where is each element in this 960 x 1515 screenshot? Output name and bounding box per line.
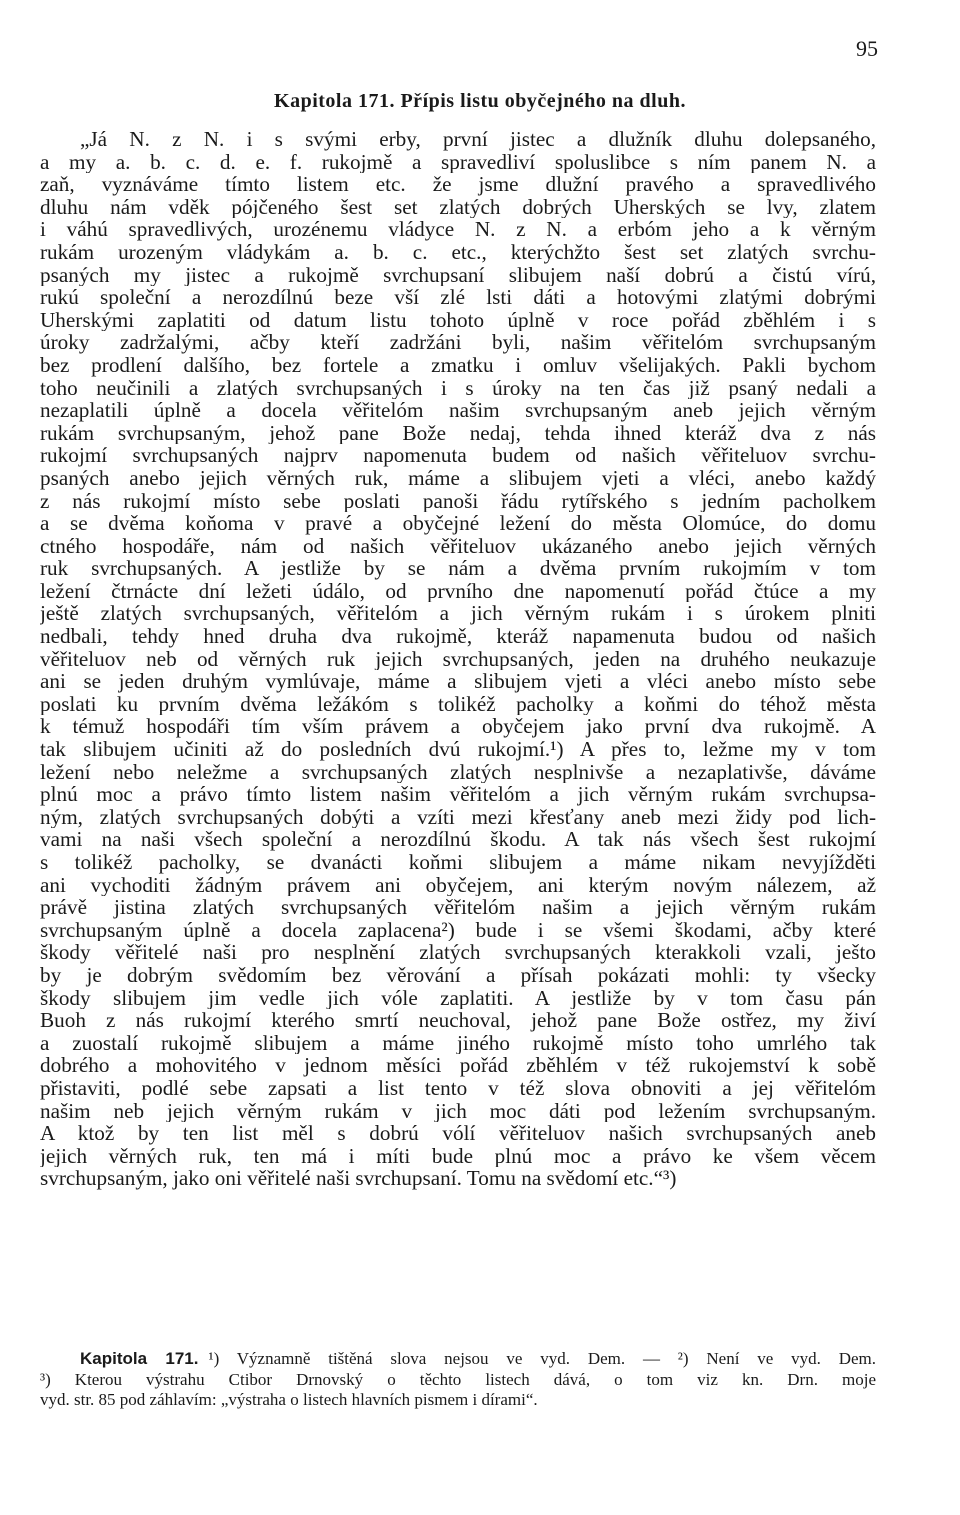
- footnote-line: [40, 1349, 876, 1370]
- body-line: ještě zlatých svrchupsaných, věřitelóm a jich věrným rukám i s úrokem plniti: [40, 602, 876, 626]
- body-line: ným, zlatých svrchupsaných dobýti a vzíti mezi křesťany aneb mezi židy pod lich-: [40, 805, 876, 829]
- footnote-line: vyd. str. 85 pod záhlavím: „výstraha o listech hlavních pismem i dírami“.: [40, 1390, 538, 1409]
- body-line: ležení nebo neležme a svrchupsaných zlatých nesplnivše a nezaplativše, dáváme: [40, 760, 876, 784]
- body-line: nedbali, tehdy hned druha dva rukojmě, kteráž napamenuta budou od našich: [40, 625, 876, 648]
- body-line: nezaplatili úplně a docela věřitelóm našim svrchupsaným aneb jejich věrným: [40, 399, 876, 422]
- page-number: 95: [856, 36, 878, 61]
- body-line: „Já N. z N. i s svými erby, první jistec a dlužník dluhu dolepsaného,: [80, 128, 876, 151]
- body-line: škody slibujem jim vedle jich vóle zaplatiti. A jestliže by v tom času pán: [40, 986, 876, 1010]
- body-line: bez prodlení dalšího, bez fortele a zmatku i omluv všelijakých. Pakli bychom: [40, 353, 876, 377]
- body-line: ruk svrchupsaných. A jestliže by se nám a dvěma prvním rukojmím v tom: [40, 557, 876, 580]
- body-line: plnú moc a právo tímto listem našim věřitelóm a jich věrným rukám svrchupsa-: [40, 783, 876, 806]
- body-line: jejich věrných ruk, ten má i míti bude plnú moc a právo ke všem věcem: [40, 1144, 876, 1168]
- body-line: rukám svrchupsaným, jehož pane Bože nedaj, tehda ihned kteráž dva z nás: [40, 421, 876, 445]
- body-line: i váhú spravedlivých, urozénemu vládyce N. z N. a erbóm jeho a k věrným: [40, 218, 876, 241]
- body-line: ctného hospodáře, nám od našich věřiteluov ukázaného anebo jejich věrných: [40, 534, 876, 558]
- body-line: by je dobrým svědomím bez věrování a přísah pokázati mohli: ty všecky: [40, 963, 876, 987]
- body-line: poslati ku prvním dvěma ležákóm s tolikéž pacholky a koňmi do téhož města: [40, 692, 876, 716]
- body-line: z nás rukojmí místo sebe poslati panoši řádu rytířského s jedním pacholkem: [40, 489, 876, 513]
- body-line: zaň, vyznáváme tímto listem etc. že jsme dlužní pravého a spravedlivého: [40, 173, 876, 196]
- body-line: Buoh z nás rukojmí kterého smrtí neuchoval, jehož pane Bože ostřez, my živí: [40, 1009, 876, 1032]
- body-line: svrchupsaným, jako oni věřitelé naši svrchupsaní. Tomu na svědomí etc.“³): [40, 1167, 677, 1190]
- footnote-text: ¹) Významně tištěná slova nejsou ve vyd. Dem. — ²) Není ve vyd. Dem.: [208, 1349, 877, 1368]
- body-line: tak slibujem učiniti až do posledních dvú rukojmí.¹) A přes to, ležme my v tom: [40, 738, 876, 761]
- chapter-heading: Kapitola 171. Přípis listu obyčejného na dluh.: [274, 90, 686, 112]
- body-line: věřiteluov neb od věrných ruk jejich svrchupsaných, jeden na druhého neukazuje: [40, 647, 876, 671]
- body-line: dobrého a mohovitého v jednom měsíci pořád zběhlém v též rukojemství k sobě: [40, 1054, 876, 1077]
- body-line: Uherskými zaplatiti od datum listu tohoto úplně v roce pořád zběhlém i s: [40, 308, 876, 332]
- body-line: rukú společní a nerozdílnú beze vší zlé lsti dáti a hotovými zlatými dobrými: [40, 286, 876, 309]
- footnote-line: ³) Kterou výstrahu Ctibor Drnovský o těchto listech dává, o tom viz kn. Drn. moje: [40, 1369, 876, 1389]
- body-line: s tolikéž pacholky, se dvanácti koňmi slibujem a máme nikam nevyjížděti: [40, 851, 876, 874]
- body-line: ani vychoditi žádným právem ani obyčejem, ani kterým novým nálezem, až: [40, 873, 876, 897]
- body-line: ani se jeden druhým vymlúvaje, máme a slibujem vjeti a vléci anebo místo sebe: [40, 670, 876, 693]
- body-line: A ktož by ten list měl s dobrú vólí věřiteluov našich svrchupsaných aneb: [40, 1122, 876, 1145]
- body-line: a zuostalí rukojmě slibujem a máme jiného rukojmě místo toho umrlého tak: [40, 1031, 876, 1055]
- body-line: našim neb jejich věrným rukám v jich moc dáti pod ležením svrchupsaným.: [40, 1099, 876, 1123]
- body-line: vami na naši všech společní a nerozdílnú škodu. A tak nás všech šest rukojmí: [40, 828, 876, 851]
- body-line: toho neučinili a zlatých svrchupsaných i s úroky na ten čas již psaný nedali a: [40, 376, 876, 400]
- body-line: a se dvěma koňoma v pravé a obyčejné ležení do města Olomúce, do domu: [40, 512, 876, 535]
- body-line: dluhu nám vděk pójčeného šest set zlatých dobrých Uherských se lvy, zlatem: [40, 195, 876, 219]
- body-line: přistaviti, podlé sebe zapsati a list tento v též slova obnoviti a jej věřitelóm: [40, 1076, 876, 1100]
- footnote-chapter-label: Kapitola 171.: [80, 1349, 199, 1368]
- body-line: psaných my jistec a rukojmě svrchupsaní slibujem naší dobrú a čistú vírú,: [40, 263, 876, 287]
- body-line: psaných anebo jejich věrných ruk, máme a slibujem vjeti a vléci, anebo každý: [40, 466, 876, 490]
- body-line: úroky zadržalými, ačby kteří zadržáni byli, našim věřitelóm svrchupsaným: [40, 331, 876, 354]
- body-line: svrchupsaným úplně a docela zaplacena²) bude i se všemi škodami, ačby které: [40, 918, 876, 942]
- body-line: rukám urozeným vládykám a. b. c. etc., kterýchžto šest set zlatých svrchu-: [40, 240, 876, 264]
- footnotes: [40, 1349, 876, 1411]
- body-line: a my a. b. c. d. e. f. rukojmě a spravedliví spoluslibce s ním panem N. a: [40, 150, 876, 174]
- body-line: ležení čtrnácte dní ležeti údálo, od prvního dne napomenutí pořád čtúce a my: [40, 579, 876, 603]
- body-line: k témuž hospodáři tím vším právem a obyčejem jako první dva rukojmě. A: [40, 715, 876, 739]
- body-line: právě jistina zlatých svrchupsaných věřitelóm našim a jejich věrným rukám: [40, 896, 876, 919]
- body-line: škody věřitelé naši pro nesplnění zlatých svrchupsaných kterakkoli vzali, ješto: [40, 941, 876, 964]
- body-line: rukojmí svrchupsaných najprv napomenuta budem od našich věřiteluov svrchu-: [40, 444, 876, 467]
- body-text: [40, 128, 876, 1190]
